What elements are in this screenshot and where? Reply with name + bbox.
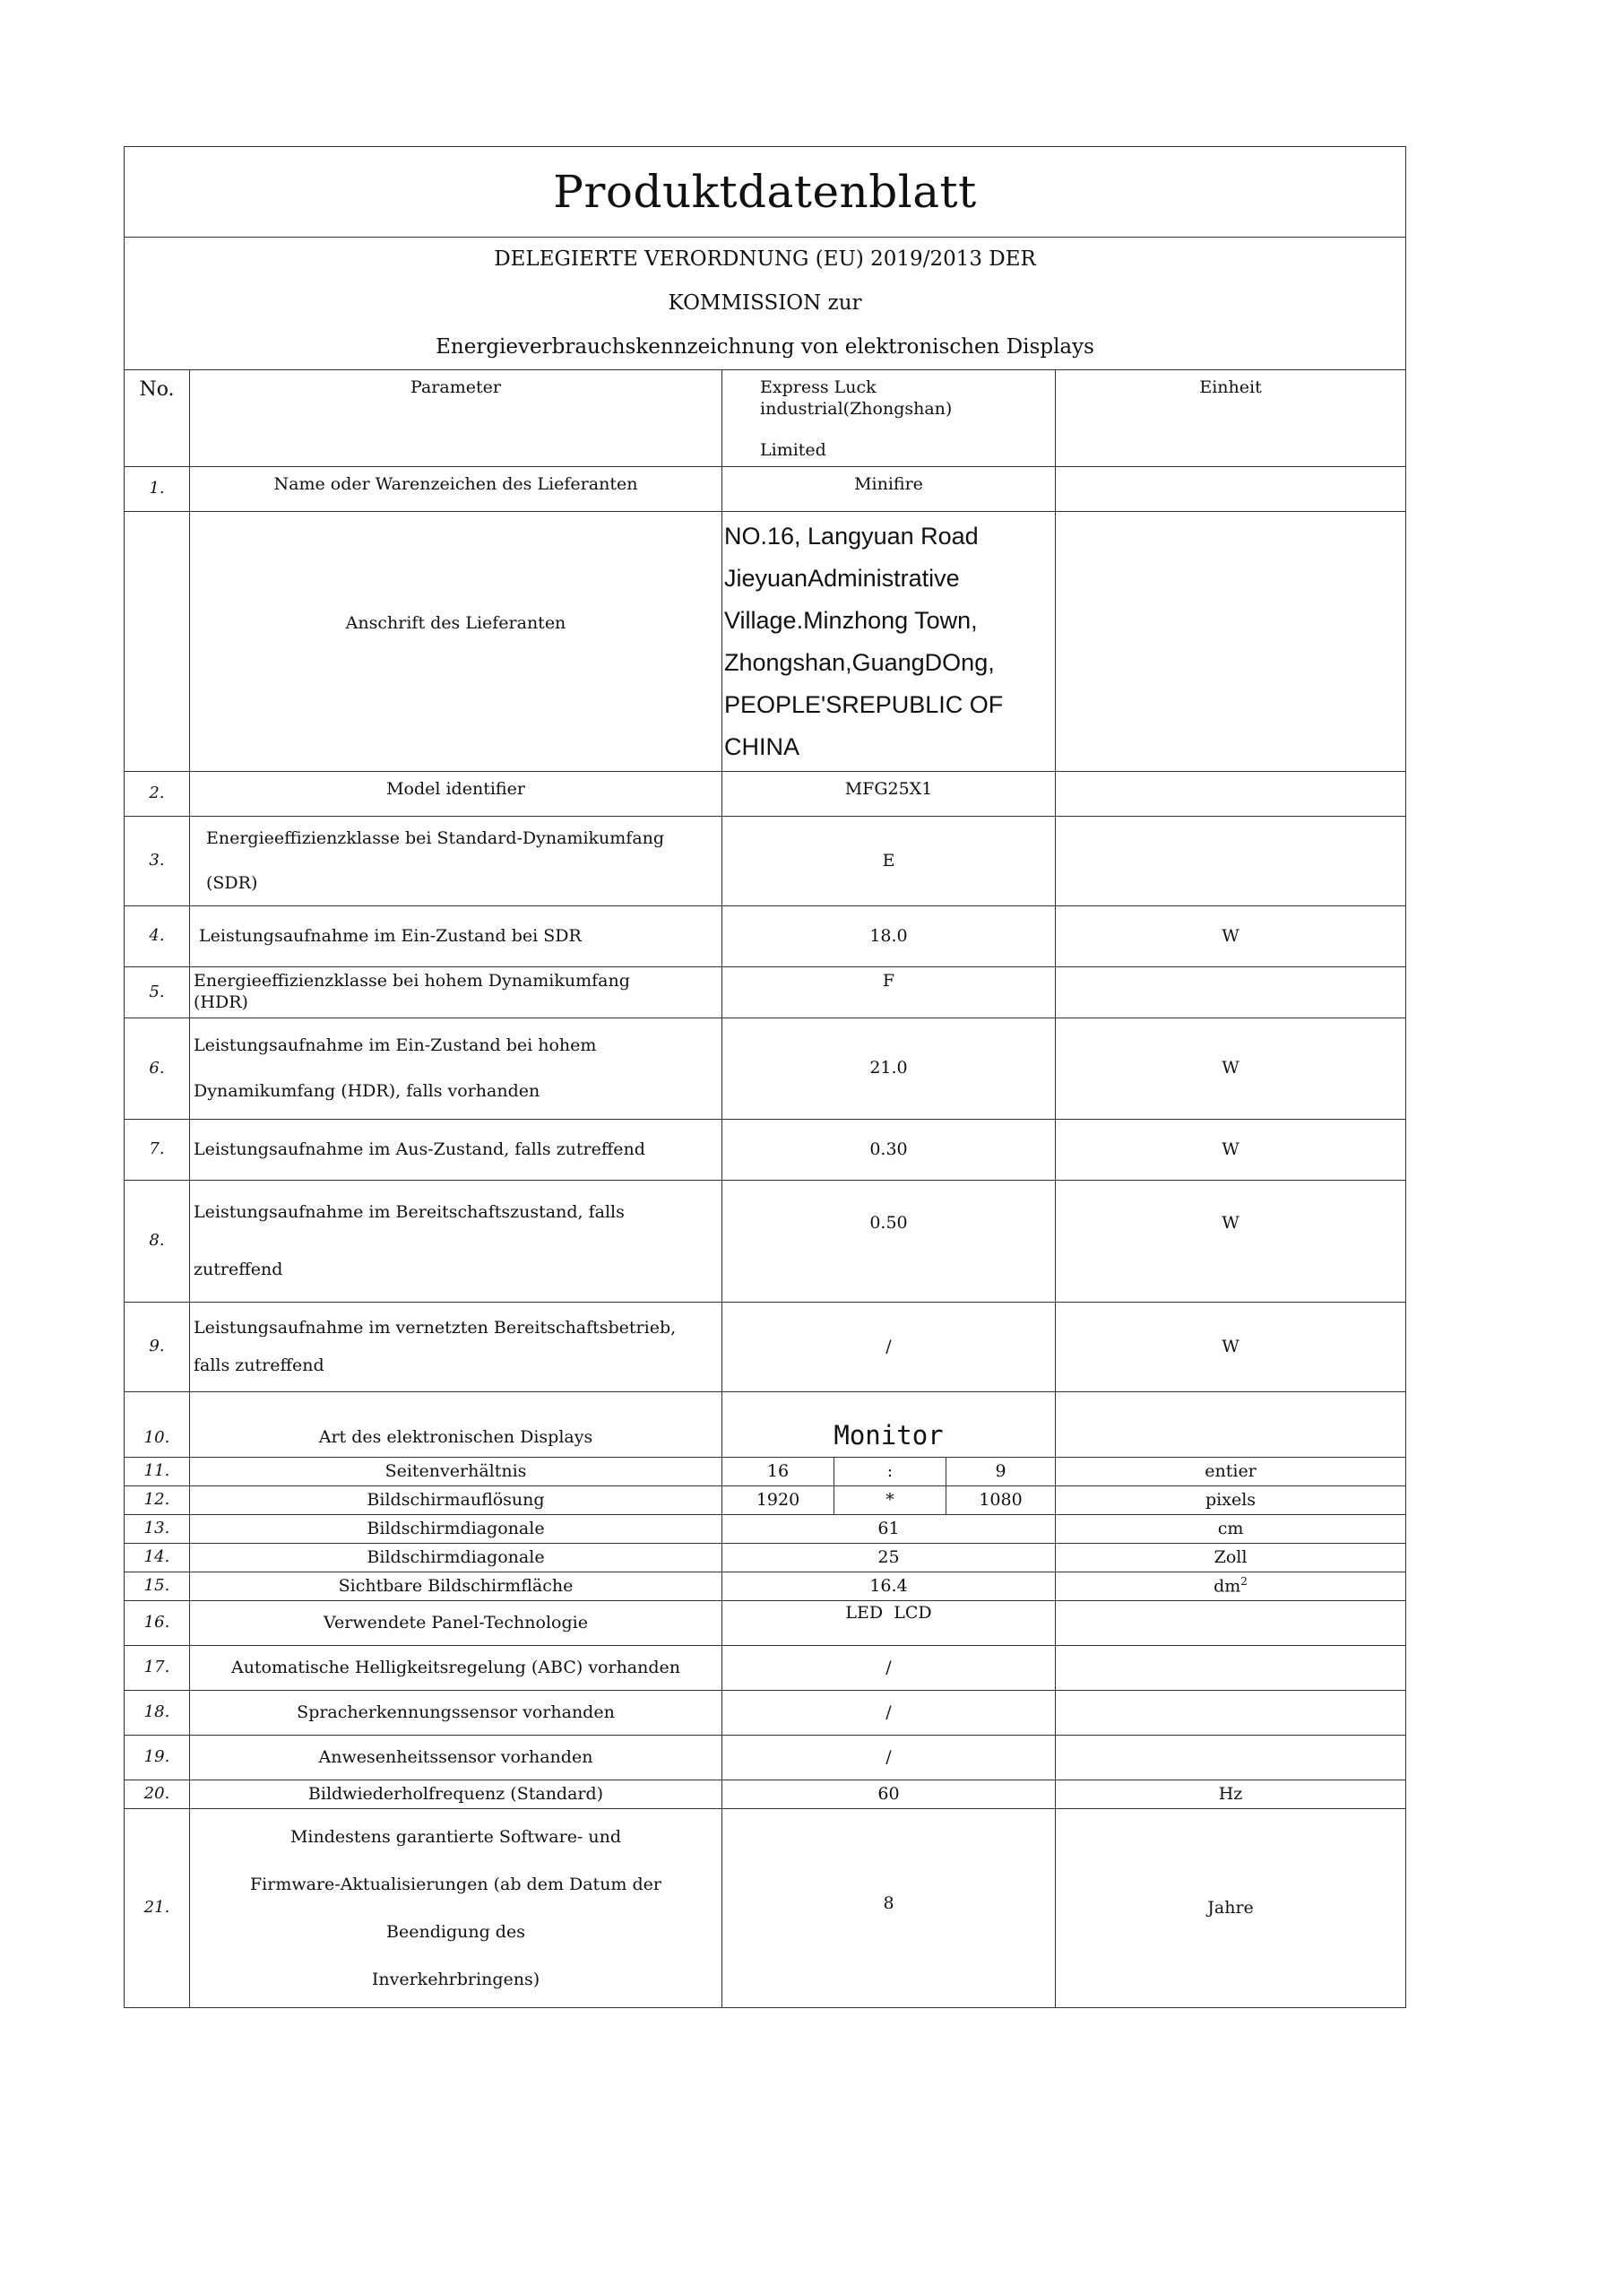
regulation-line-2: KOMMISSION zur (668, 291, 862, 315)
header-parameter: Parameter (190, 370, 722, 467)
table-row: 21. Mindestens garantierte Software- und Firmware-Aktualisierungen (ab dem Datum der Beendigung des Inverkehrbringens) 8 Jahre (125, 1809, 1406, 2008)
header-unit: Einheit (1056, 370, 1406, 467)
regulation-line-1: DELEGIERTE VERORDNUNG (EU) 2019/2013 DER (494, 247, 1036, 271)
table-row: 2. Model identifier MFG25X1 (125, 772, 1406, 817)
table-row: 4. Leistungsaufnahme im Ein-Zustand bei SDR 18.0 W (125, 906, 1406, 967)
table-header-row (125, 370, 1406, 467)
display-type-value: Monitor (722, 1392, 1056, 1458)
table-row: 5. Energieeffizienzklasse bei hohem Dynamikumfang (HDR) F (125, 967, 1406, 1018)
table-row: 17. Automatische Helligkeitsregelung (ABC) vorhanden / (125, 1646, 1406, 1691)
table-row: 3. Energieeffizienzklasse bei Standard-Dynamikumfang (SDR) E (125, 817, 1406, 906)
regulation-heading (125, 238, 1406, 370)
data-table (124, 146, 1406, 2008)
regulation-line-3: Energieverbrauchskennzeichnung von elektronischen Displays (436, 335, 1094, 359)
table-row: 12. Bildschirmauflösung 1920 * 1080 pixels (125, 1486, 1406, 1515)
table-row: 19. Anwesenheitssensor vorhanden / (125, 1736, 1406, 1780)
table-row: 15. Sichtbare Bildschirmfläche 16.4 $dm^2$ (125, 1572, 1406, 1601)
table-row: 13. Bildschirmdiagonale 61 cm (125, 1515, 1406, 1544)
table-row: Anschrift des Lieferanten NO.16, Langyuan Road JieyuanAdministrative Village.Minzhong Town, Zhongshan,GuangDOng, PEOPLE'SREPUBLIC OF CHINA (125, 512, 1406, 772)
table-row: 14. Bildschirmdiagonale 25 Zoll (125, 1544, 1406, 1572)
header-no: No. (125, 370, 190, 467)
document-title: Produktdatenblatt (125, 147, 1406, 238)
table-row: 18. Spracherkennungssensor vorhanden / (125, 1691, 1406, 1736)
table-row: 20. Bildwiederholfrequenz (Standard) 60 Hz (125, 1780, 1406, 1809)
table-row: 11. Seitenverhältnis 16 : 9 entier (125, 1458, 1406, 1486)
table-row: 8. Leistungsaufnahme im Bereitschaftszustand, falls zutreffend 0.50 W (125, 1181, 1406, 1303)
table-row: 9. Leistungsaufnahme im vernetzten Bereitschaftsbetrieb, falls zutreffend / W (125, 1303, 1406, 1392)
table-row: 7. Leistungsaufnahme im Aus-Zustand, falls zutreffend 0.30 W (125, 1120, 1406, 1181)
table-row: 10. Art des elektronischen Displays Monitor (125, 1392, 1406, 1458)
table-row: 6. Leistungsaufnahme im Ein-Zustand bei hohem Dynamikumfang (HDR), falls vorhanden 21.0 W (125, 1018, 1406, 1120)
product-data-sheet (124, 146, 1405, 2028)
supplier-address: NO.16, Langyuan Road JieyuanAdministrative Village.Minzhong Town, Zhongshan,GuangDOng, PEOPLE'SREPUBLIC OF CHINA (722, 512, 1056, 772)
table-row: 1. Name oder Warenzeichen des Lieferanten Minifire (125, 467, 1406, 512)
table-row: 16. Verwendete Panel-Technologie LED LCD (125, 1601, 1406, 1646)
header-supplier: Express Luck industrial(Zhongshan) Limited (722, 370, 1056, 467)
